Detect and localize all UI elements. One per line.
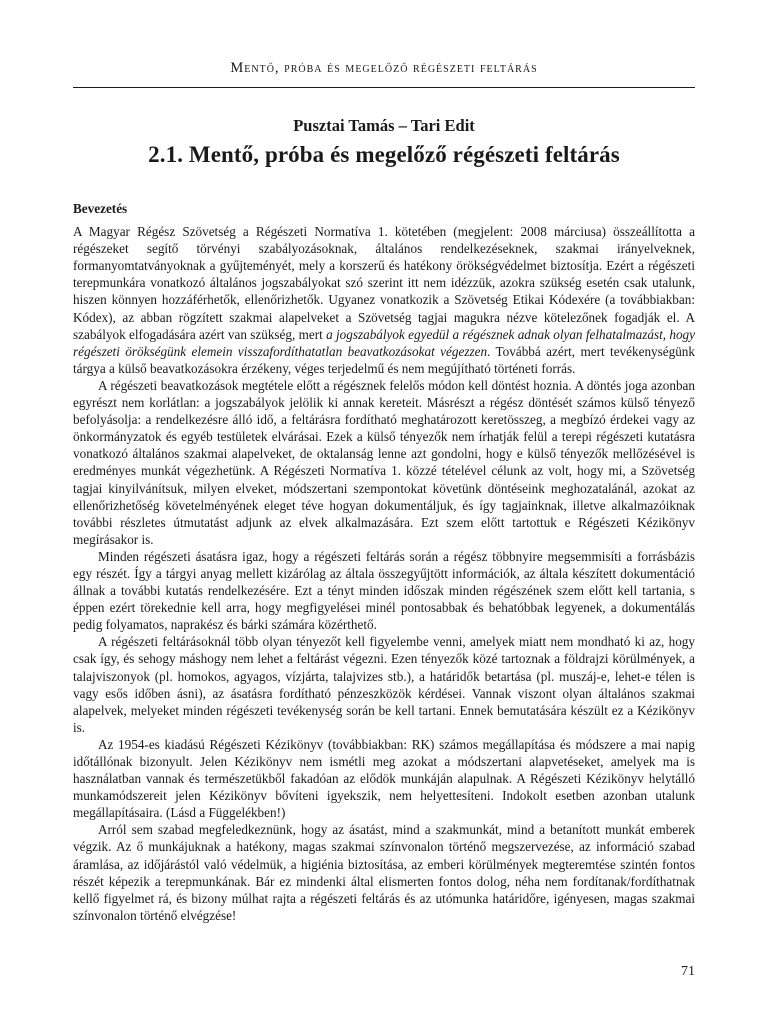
paragraph-6: Arról sem szabad megfeledkeznünk, hogy az ásatást, mind a szakmunkát, mind a betanított munkát emberek végzik. Az ő munkájuknak a hatékony, magas szakmai színvonalon történő megszervezése, az információ szabad áramlása, az időjárástól való védelmük, a higiénia biztosítása, az emberi körülmények megteremtése szintén fontos részét képezik a terepmunkának. Bár ez mindenki által elismerten fontos dolog, néha nem fordítanak/fordíthatnak kellő figyelmet rá, és bizony múlhat rajta a régészeti feltárás és az utómunka határidőre, igényesen, magas szakmai színvonalon történő elvégzése! (73, 822, 695, 923)
chapter-authors: Pusztai Tamás – Tari Edit (293, 116, 475, 135)
running-title: Mentő, próba és megelőző régészeti feltárás (230, 60, 538, 76)
page-number: 71 (681, 964, 695, 979)
section-heading: Bevezetés (73, 201, 128, 216)
paragraph-2: A régészeti beavatkozások megtétele előtt a régésznek felelős módon kell döntést hoznia. A döntés joga azonban egyrészt nem korlátlan: a jogszabályok jelölik ki annak kereteit. Másrészt a régész döntését számos külső tényező befolyásolja: a rendelkezésre álló idő, a feltárásra fordítható meghatározott keretösszeg, a megbízó érdekei vagy az önkormányzatok és egyéb testületek elvárásai. Ezek a külső tényezők nem írhatják felül a terepi régészeti kutatásra vonatkozó általános szakmai alapelveket, de oktalanság lenne azt gondolni, hogy e külső tényezők mellőzésével is eredményes munkát végezhetünk. A Régészeti Normatíva 1. közzé tételével célunk az volt, hogy mi, a Szövetség tagjai kinyilvánítsuk, milyen elveket, módszertani szempontokat követünk döntéseink meghozatalánál, azokat az ellenőrizhetőség követelményének eleget téve hogyan dokumentáljuk, és így tagjainknak, illetve alkalmazóiknak további részletes útmutatást adjunk az elvek alkalmazására. Ezt szem előtt tartottuk e Régészeti Kézikönyv megírásakor is. (73, 377, 695, 547)
chapter-title: 2.1. Mentő, próba és megelőző régészeti feltárás (148, 142, 620, 167)
paragraph-4: A régészeti feltárásoknál több olyan tényezőt kell figyelembe venni, amelyek miatt nem mondható ki az, hogy csak így, és sehogy máshogy nem lehet a feltárást végezni. Ezen tényezők közé tartoznak a földrajzi körülmények, a talajviszonyok (pl. homokos, agyagos, vízjárta, talajvizes stb.), a határidők betartása (pl. muszáj-e, lehet-e télen is vagy esős időben ásni), az ásatásra fordítható pénzeszközök kérdései. Vannak viszont olyan általános szakmai alapelvek, melyeket minden régészeti tevékenység során be kell tartani. Ennek bemutatására készült ez a Kézikönyv is. (73, 634, 695, 735)
paragraph-1 (73, 223, 695, 377)
paragraph-1-text: A Magyar Régész Szövetség a Régészeti Normatíva 1. kötetében (megjelent: 2008 márciusa) összeállította a régészeket segítő törvényi szabályozásoknak, általános rendelkezéseknek, szakmai irányelveknek, formanyomtatványoknak a gyűjteményét, mely a korszerű és hatékony örökségvédelmet biztosítja. Ezért a régészeti terepmunkára vonatkozó általános jogszabályokat szó szerint itt nem idézzük, azokra szükség esetén csak utalunk, hiszen könnyen hozzáférhetők, ellenőrizhetők. Ugyanez vonatkozik a Szövetség Etikai Kódexére (a továbbiakban: Kódex), az abban rögzített szakmai alapelveket a Szövetség tagjai magukra nézve kötelezőnek fogadják el. A szabályok elfogadására azért van szükség, mert (73, 224, 695, 342)
paragraph-3: Minden régészeti ásatásra igaz, hogy a régészeti feltárás során a régész többnyire megsemmisíti a forrásbázis egy részét. Így a tárgyi anyag mellett kizárólag az általa összegyűjtött információk, az általa készített dokumentáció állnak a további kutatás rendelkezésére. Ezt a tényt minden időszak minden régészének szem előtt kell tartania, s éppen ezért törekednie kell arra, hogy megfigyelései minél pontosabbak és behatóbbak legyenek, a dokumentálás pedig folyamatos, naprakész és bárki számára közérthető. (73, 548, 695, 633)
paragraph-1-text-end: . Továbbá azért, mert tevékenységünk tárgya a külső beavatkozásokra érzékeny, véges terjedelmű és nem megújítható történeti forrás. (73, 343, 695, 376)
header-rule (73, 87, 695, 88)
paragraph-5: Az 1954-es kiadású Régészeti Kézikönyv (továbbiakban: RK) számos megállapítása és módszere a mai napig időtállónak bizonyult. Jelen Kézikönyv nem ismétli meg azokat a módszertani alapvetéseket, amelyek ma is használatban vannak és természetükből fakadóan az elődök munkáján alapulnak. A Régészeti Kézikönyv helytálló munkamódszereit jelen Kézikönyv bővíteni igyekszik, nem helyettesíteni. Indokolt esetben azonban utalunk megállapításaira. (Lásd a Függelékben!) (73, 736, 695, 821)
paragraph-1-emphasis: a jogszabályok egyedül a régésznek adnak olyan felhatalmazást, hogy régészeti örökségünk elemein visszafordíthatatlan beavatkozásokat végezzen (73, 326, 696, 359)
body-text (73, 200, 695, 924)
